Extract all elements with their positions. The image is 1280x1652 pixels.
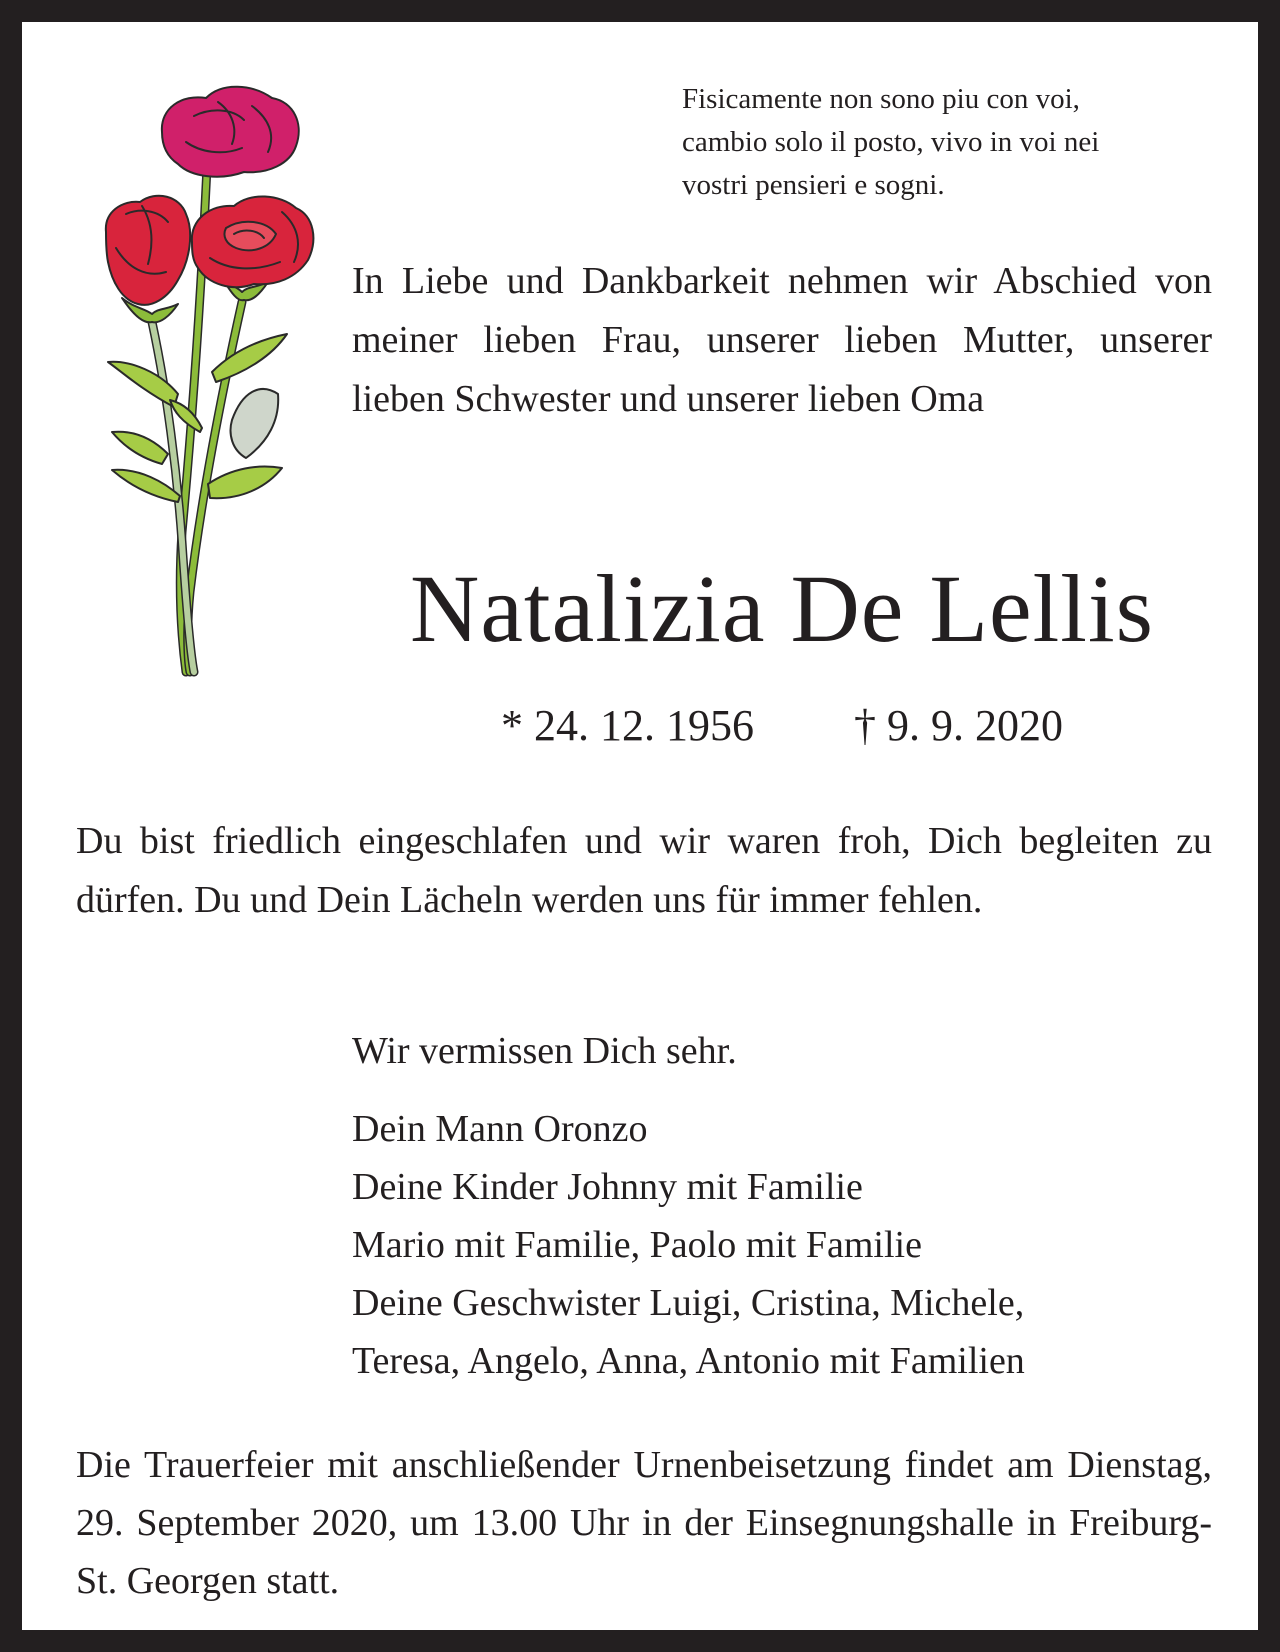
deceased-name: Natalizia De Lellis [409, 555, 1154, 662]
life-dates [352, 698, 1212, 754]
farewell-paragraph: Du bist friedlich eingeschlafen und wir waren froh, Dich begleiten zu dürfen. Du und Dein Lächeln werden uns für immer fehlen. [76, 820, 1212, 921]
signer-line: Dein Mann Oronzo [352, 1108, 648, 1150]
birth-date: * 24. 12. 1956 [501, 701, 754, 750]
signer-line: Mario mit Familie, Paolo mit Familie [352, 1224, 922, 1266]
intro-text: In Liebe und Dankbarkeit nehmen wir Abschied von meiner lieben Frau, unserer lieben Mutter, unserer lieben Schwester und unserer lieben Oma [352, 260, 1212, 420]
quote-line: cambio solo il posto, vivo in voi nei [682, 126, 1100, 158]
roses-illustration [82, 72, 342, 712]
signer-line: Deine Kinder Johnny mit Familie [352, 1166, 863, 1208]
italian-quote [682, 78, 1212, 207]
quote-line: vostri pensieri e sogni. [682, 169, 945, 201]
signer-line: Teresa, Angelo, Anna, Antonio mit Familien [352, 1340, 1025, 1382]
signer-line: Deine Geschwister Luigi, Cristina, Michele, [352, 1282, 1025, 1324]
obituary-notice [22, 22, 1258, 1630]
signers-list [352, 1100, 1212, 1390]
death-date: † 9. 9. 2020 [854, 701, 1063, 750]
funeral-details: Die Trauerfeier mit anschließender Urnenbeisetzung findet am Dienstag, 29. September 2020, um 13.00 Uhr in der Einsegnungshalle in Freiburg-St. Georgen statt. [76, 1444, 1212, 1602]
miss-line: Wir vermissen Dich sehr. [352, 1030, 737, 1072]
quote-line: Fisicamente non sono piu con voi, [682, 83, 1080, 115]
